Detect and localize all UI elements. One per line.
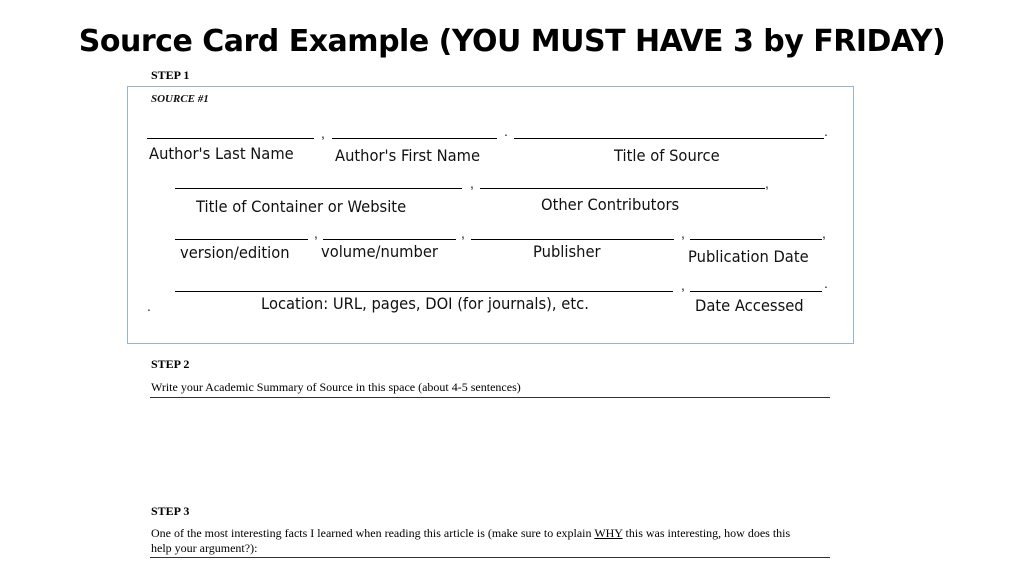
comma-separator: , [681,277,685,293]
period-separator: . [504,123,508,139]
step-3-instruction-emphasis: WHY [594,526,623,540]
title-of-source-line[interactable] [514,138,824,139]
comma-separator: , [314,225,318,241]
comma-separator: , [470,175,474,191]
version-edition-label: version/edition [180,243,290,262]
author-first-name-label: Author's First Name [335,146,481,165]
source-card-box [127,86,854,344]
step-2-rule [150,397,830,398]
date-accessed-label: Date Accessed [695,296,804,315]
volume-number-label: volume/number [321,242,438,261]
step-3-rule [150,557,830,558]
author-last-name-label: Author's Last Name [149,144,294,163]
comma-separator: , [321,125,325,141]
slide-title: Source Card Example (YOU MUST HAVE 3 by FRIDAY) [78,24,946,59]
publisher-line[interactable] [471,239,674,240]
step-2-instruction: Write your Academic Summary of Source in this space (about 4-5 sentences) [151,380,521,394]
step-2-heading: STEP 2 [151,357,190,371]
publication-date-label: Publication Date [688,247,809,266]
title-of-source-label: Title of Source [614,146,720,165]
publisher-label: Publisher [533,242,601,261]
version-line[interactable] [175,239,308,240]
period-separator: . [824,123,828,139]
comma-separator: , [822,225,826,241]
step-3-instruction-end: this was interesting, how does this help your argument?): [151,526,791,555]
other-contributors-line[interactable] [480,188,765,189]
date-accessed-line[interactable] [690,291,822,292]
location-line[interactable] [175,291,673,292]
source-number-label: SOURCE #1 [151,93,209,105]
publication-date-line[interactable] [690,239,822,240]
other-contributors-label: Other Contributors [541,195,680,214]
container-label: Title of Container or Website [196,197,407,216]
author-last-line[interactable] [147,138,314,139]
step-3-heading: STEP 3 [151,504,190,518]
author-first-line[interactable] [332,138,497,139]
period-separator: . [147,298,151,314]
comma-separator: , [461,225,465,241]
step-1-heading: STEP 1 [151,68,190,82]
volume-line[interactable] [323,239,456,240]
step-3-instruction-start: One of the most interesting facts I learned when reading this article is (make sure to explain [151,526,595,540]
container-line[interactable] [175,188,462,189]
comma-separator: , [681,225,685,241]
comma-separator: , [765,175,769,191]
step-3-instruction [151,526,811,556]
location-label: Location: URL, pages, DOI (for journals), etc. [261,294,589,313]
period-separator: . [824,275,828,291]
